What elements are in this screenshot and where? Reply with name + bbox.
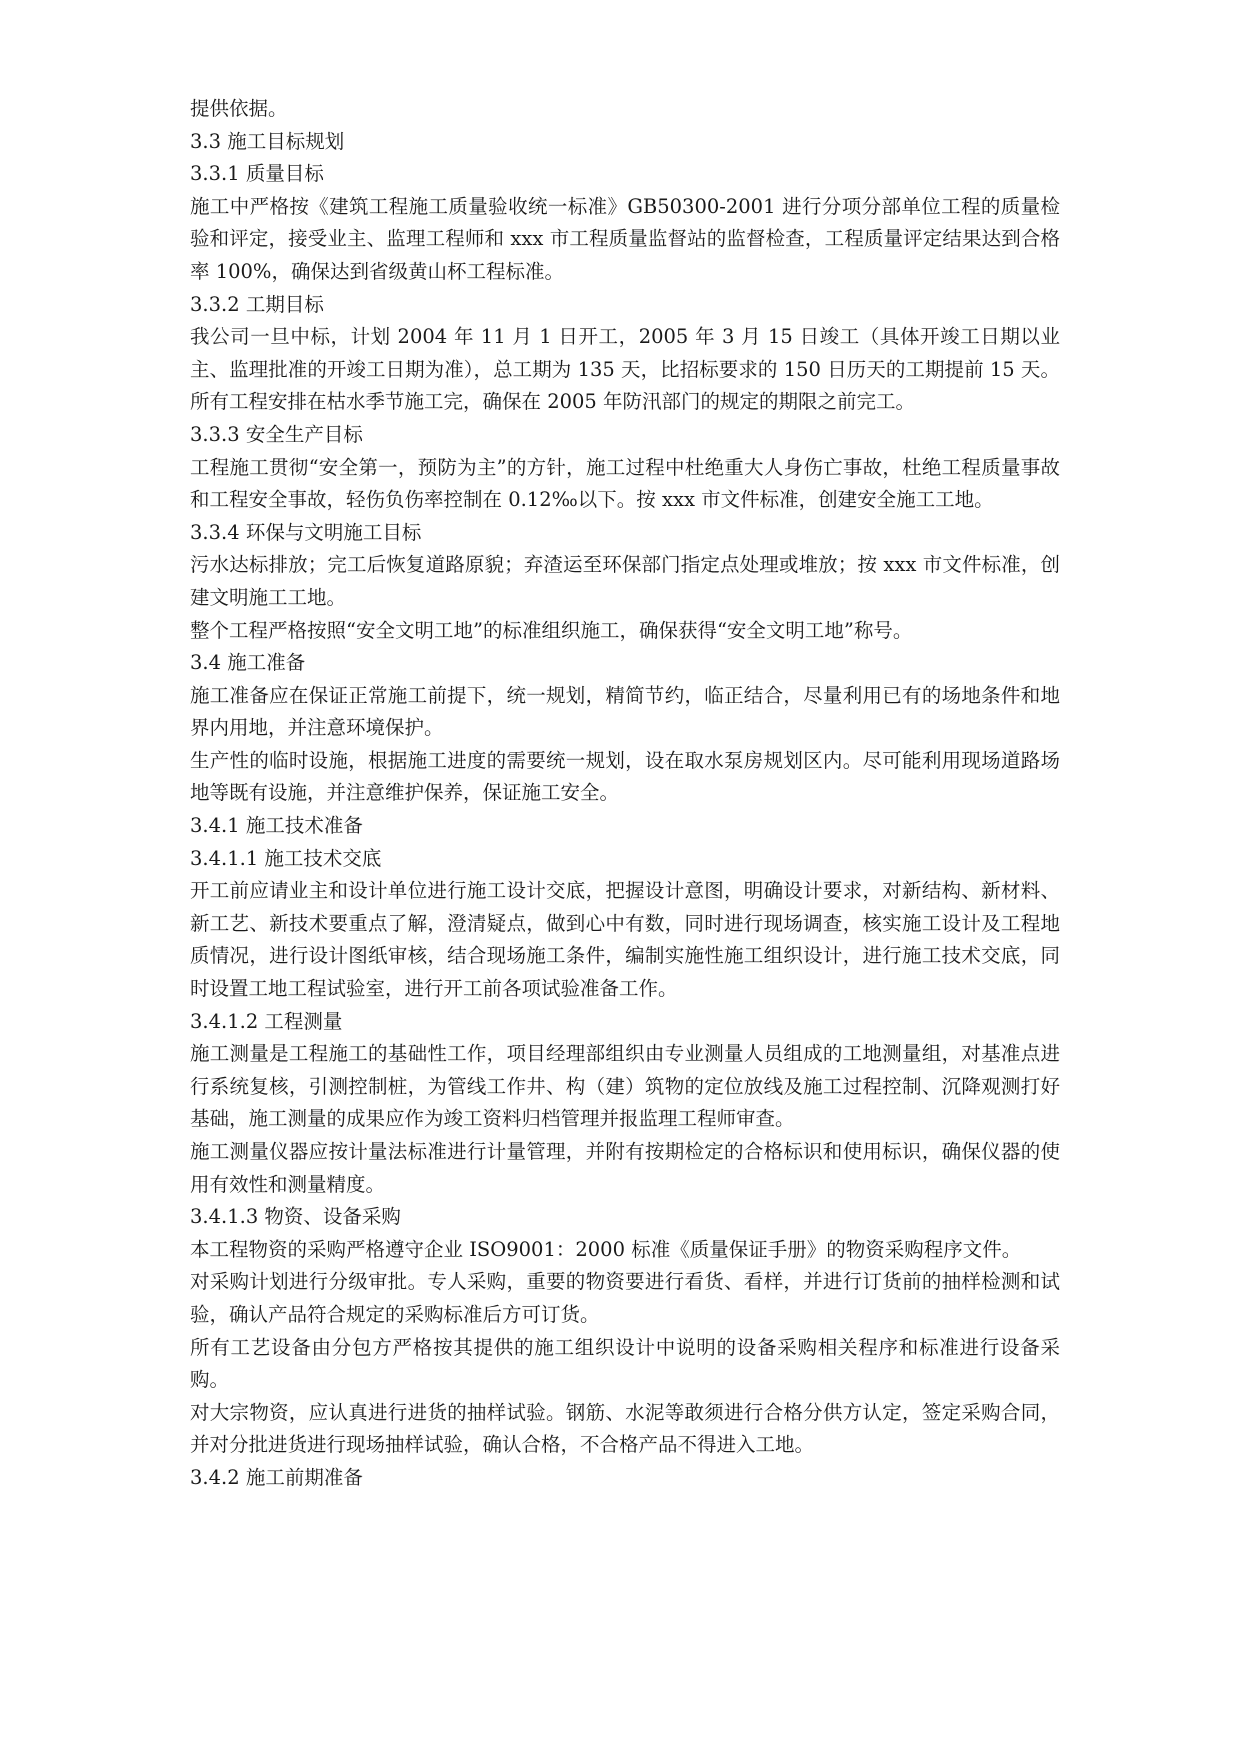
section-heading-3-4-1-2: 3.4.1.2 工程测量 bbox=[190, 1009, 343, 1033]
paragraph-temporary-facilities: 生产性的临时设施，根据施工进度的需要统一规划，设在取水泵房规划区内。尽可能利用现场道路场地等既有设施，并注意维护保养，保证施工安全。 bbox=[190, 748, 1060, 805]
section-heading-3-4-1-1: 3.4.1.1 施工技术交底 bbox=[190, 846, 382, 870]
section-heading-3-3: 3.3 施工目标规划 bbox=[190, 129, 345, 153]
document-body bbox=[190, 93, 1060, 1495]
paragraph-procurement-standard: 本工程物资的采购严格遵守企业 ISO9001：2000 标准《质量保证手册》的物资采购程序文件。 bbox=[190, 1237, 1022, 1261]
section-heading-3-3-1: 3.3.1 质量目标 bbox=[190, 162, 324, 186]
paragraph-equipment-procurement: 所有工艺设备由分包方严格按其提供的施工组织设计中说明的设备采购相关程序和标准进行设备采购。 bbox=[190, 1335, 1060, 1392]
paragraph-survey-instruments: 施工测量仪器应按计量法标准进行计量管理，并附有按期检定的合格标识和使用标识，确保仪器的使用有效性和测量精度。 bbox=[190, 1140, 1060, 1196]
paragraph-safety-target: 工程施工贯彻“安全第一，预防为主”的方针，施工过程中杜绝重大人身伤亡事故，杜绝工程质量事故和工程安全事故，轻伤负伤率控制在 0.12‰以下。按 xxx 市文件标准，创建安全施工工地。 bbox=[190, 455, 1060, 512]
section-heading-3-4: 3.4 施工准备 bbox=[190, 651, 306, 675]
paragraph-survey: 施工测量是工程施工的基础性工作，项目经理部组织由专业测量人员组成的工地测量组，对基准点进行系统复核，引测控制桩，为管线工作井、构（建）筑物的定位放线及施工过程控制、沉降观测打好基础，施工测量的成果应作为竣工资料归档管理并报监理工程师审查。 bbox=[190, 1042, 1060, 1131]
paragraph-bulk-materials: 对大宗物资，应认真进行进货的抽样试验。钢筋、水泥等敢须进行合格分供方认定，签定采购合同，并对分批进货进行现场抽样试验，确认合格，不合格产品不得进入工地。 bbox=[190, 1400, 1060, 1457]
paragraph-civilized-site: 整个工程严格按照“安全文明工地”的标准组织施工，确保获得“安全文明工地”称号。 bbox=[190, 618, 913, 642]
section-heading-3-4-1: 3.4.1 施工技术准备 bbox=[190, 814, 363, 838]
section-heading-3-3-4: 3.3.4 环保与文明施工目标 bbox=[190, 520, 422, 544]
paragraph-environment-target: 污水达标排放；完工后恢复道路原貌；弃渣运至环保部门指定点处理或堆放；按 xxx 市文件标准，创建文明施工工地。 bbox=[190, 553, 1060, 609]
paragraph-quality-target: 施工中严格按《建筑工程施工质量验收统一标准》GB50300-2001 进行分项分部单位工程的质量检验和评定，接受业主、监理工程师和 xxx 市工程质量监督站的监督检查，工程质量评定结果达到合格率 100%，确保达到省级黄山杯工程标准。 bbox=[190, 194, 1060, 283]
paragraph-schedule-target: 我公司一旦中标，计划 2004 年 11 月 1 日开工，2005 年 3 月 15 日竣工（具体开竣工日期以业主、监理批准的开竣工日期为准），总工期为 135 天，比招标要求的 150 日历天的工期提前 15 天。所有工程安排在枯水季节施工完，确保在 2005 年防汛部门的规定的期限之前完工。 bbox=[190, 325, 1060, 414]
paragraph-continuation: 提供依据。 bbox=[190, 97, 288, 120]
section-heading-3-4-1-3: 3.4.1.3 物资、设备采购 bbox=[190, 1205, 401, 1229]
section-heading-3-4-2: 3.4.2 施工前期准备 bbox=[190, 1465, 363, 1489]
paragraph-procurement-approval: 对采购计划进行分级审批。专人采购，重要的物资要进行看货、看样，并进行订货前的抽样检测和试验，确认产品符合规定的采购标准后方可订货。 bbox=[190, 1270, 1060, 1326]
paragraph-technical-briefing: 开工前应请业主和设计单位进行施工设计交底，把握设计意图，明确设计要求，对新结构、新材料、新工艺、新技术要重点了解，澄清疑点，做到心中有数，同时进行现场调查，核实施工设计及工程地质情况，进行设计图纸审核，结合现场施工条件，编制实施性施工组织设计，进行施工技术交底，同时设置工地工程试验室，进行开工前各项试验准备工作。 bbox=[190, 879, 1060, 1001]
section-heading-3-3-2: 3.3.2 工期目标 bbox=[190, 292, 324, 316]
paragraph-preparation-principle: 施工准备应在保证正常施工前提下，统一规划，精简节约，临正结合，尽量利用已有的场地条件和地界内用地，并注意环境保护。 bbox=[190, 683, 1060, 740]
section-heading-3-3-3: 3.3.3 安全生产目标 bbox=[190, 422, 363, 446]
